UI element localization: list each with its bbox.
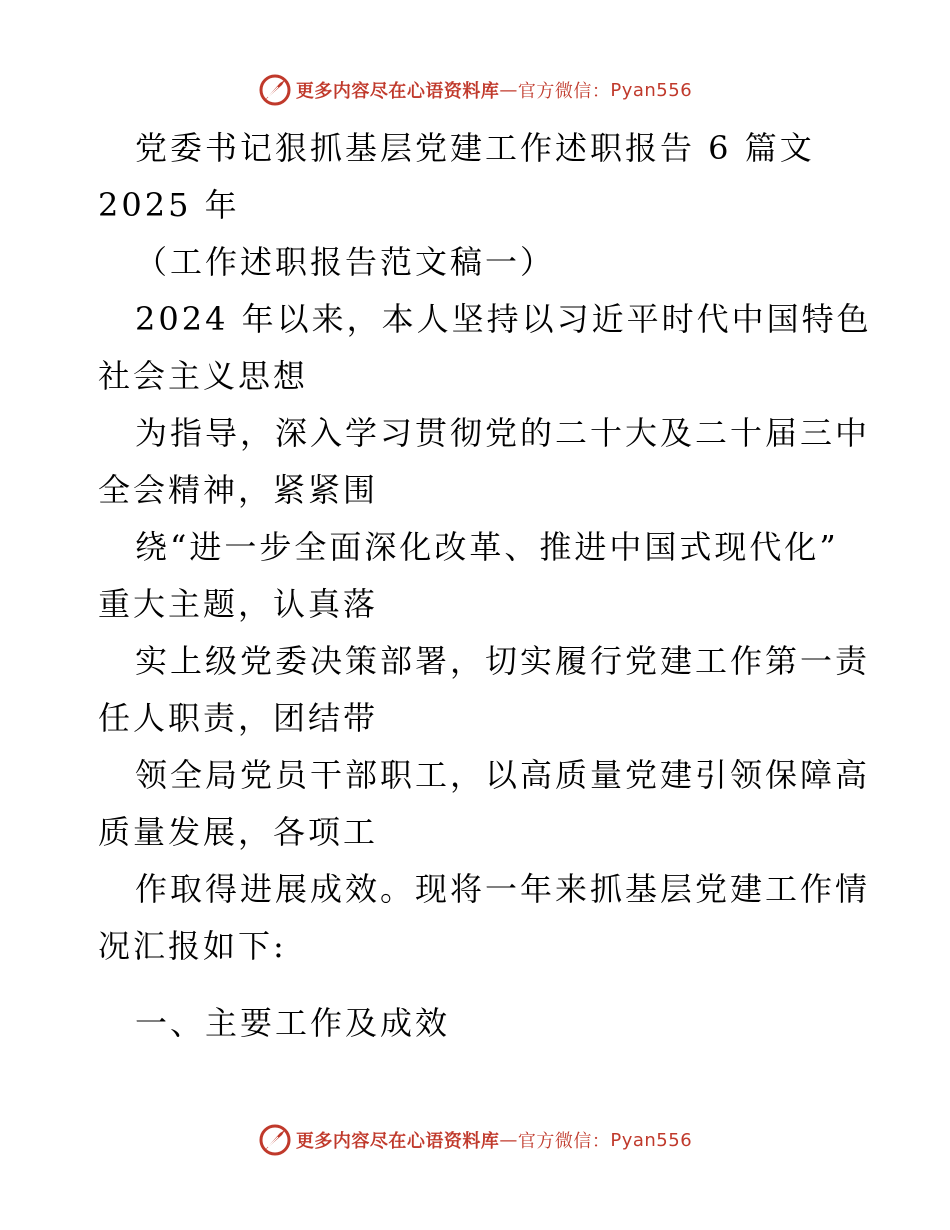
paragraph-line: 作取得进展成效。现将一年来抓基层党建工作情 bbox=[135, 870, 871, 908]
footer-banner bbox=[0, 1120, 950, 1160]
banner-dash: — bbox=[499, 1129, 518, 1151]
banner-wechat-label: 官方微信： bbox=[517, 81, 611, 102]
section-heading: 一、主要工作及成效 bbox=[135, 1004, 451, 1042]
paragraph-line: 领全局党员干部职工，以高质量党建引领保障高 bbox=[135, 756, 871, 794]
paragraph-line: 社会主义思想 bbox=[98, 357, 309, 395]
banner-wechat-id: Pyan556 bbox=[610, 1129, 693, 1151]
banner-wechat-label: 官方微信： bbox=[517, 1131, 611, 1152]
banner-main-text: 更多内容尽在心语资料库 bbox=[295, 81, 500, 102]
paragraph-line: 实上级党委决策部署，切实履行党建工作第一责 bbox=[135, 642, 871, 680]
banner-main-text: 更多内容尽在心语资料库 bbox=[295, 1131, 500, 1152]
banner-wechat-id: Pyan556 bbox=[610, 79, 693, 101]
paragraph-line: 全会精神，紧紧围 bbox=[98, 471, 379, 509]
paragraph-line: 为指导，深入学习贯彻党的二十大及二十届三中 bbox=[135, 414, 871, 452]
doc-subtitle: （工作述职报告范文稿一） bbox=[135, 243, 556, 281]
paragraph-line: 任人职责，团结带 bbox=[98, 699, 379, 737]
doc-title-line-1: 党委书记狠抓基层党建工作述职报告 6 篇文 bbox=[135, 129, 815, 167]
banner-dash: — bbox=[499, 79, 518, 101]
paragraph-line: 质量发展，各项工 bbox=[98, 813, 379, 851]
doc-title-line-2: 2025 年 bbox=[98, 186, 240, 224]
paragraph-line: 绕“进一步全面深化改革、推进中国式现代化” bbox=[135, 528, 839, 566]
paragraph-line: 2024 年以来，本人坚持以习近平时代中国特色 bbox=[135, 300, 872, 338]
paragraph-line: 重大主题，认真落 bbox=[98, 585, 379, 623]
paragraph-line: 况汇报如下: bbox=[98, 927, 287, 965]
quill-pen-logo-icon bbox=[258, 1123, 292, 1157]
